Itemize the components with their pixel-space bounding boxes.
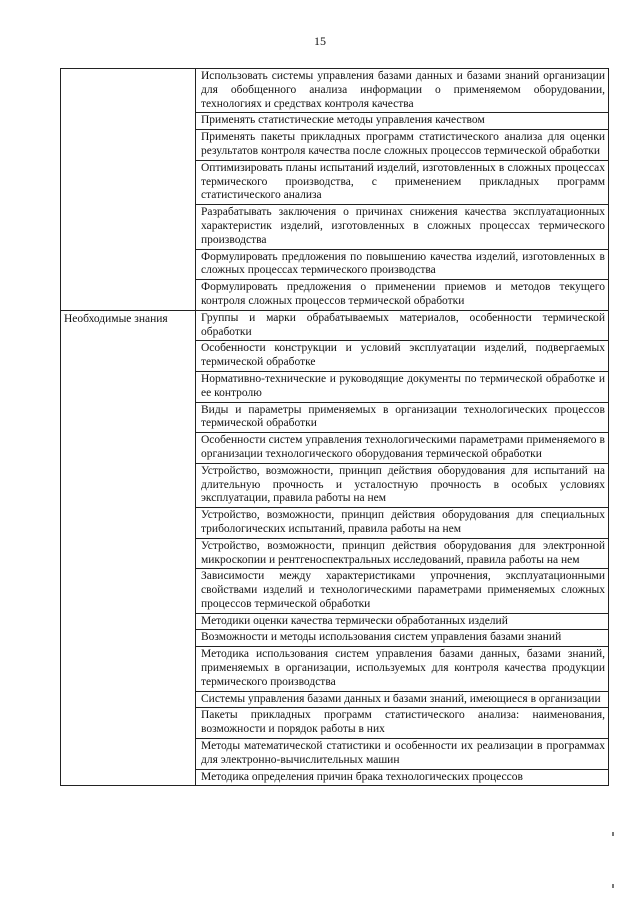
knowledge-items-cell [196, 310, 609, 786]
knowledge-item: Пакеты прикладных программ статистического анализа: наименования, возможности и порядок работы в них [196, 708, 608, 739]
skill-item: Использовать системы управления базами данных и базами знаний организации для обобщенного анализа информации о применяемом оборудовании, технологиях и средствах контроля качества [196, 69, 608, 113]
knowledge-label: Необходимые знания [64, 312, 168, 325]
knowledge-item: Методика использования систем управления базами данных, базами знаний, применяемых в организации, используемых для контроля качества продукции термического производства [196, 647, 608, 691]
skills-label-cell [61, 69, 196, 311]
knowledge-item: Виды и параметры применяемых в организации технологических процессов термической обработки [196, 403, 608, 434]
knowledge-row [61, 310, 609, 786]
knowledge-item: Устройство, возможности, принцип действия оборудования для специальных трибологических испытаний, правила работы на нем [196, 508, 608, 539]
competency-table [60, 68, 609, 786]
knowledge-label-cell [61, 310, 196, 786]
skills-items-cell [196, 69, 609, 311]
skill-item: Формулировать предложения о применении приемов и методов текущего контроля сложных процессов термической обработки [201, 281, 605, 307]
skills-row [61, 69, 609, 311]
skill-item: Формулировать предложения по повышению качества изделий, изготовленных в сложных процессах термического производства [196, 250, 608, 281]
knowledge-item: Группы и марки обрабатываемых материалов, особенности термической обработки [196, 311, 608, 342]
knowledge-item: Особенности конструкции и условий эксплуатации изделий, подвергаемых термической обработке [196, 341, 608, 372]
skill-item: Применять пакеты прикладных программ статистического анализа для оценки результатов контроля качества после сложных процессов термической обработки [196, 130, 608, 161]
knowledge-item: Методы математической статистики и особенности их реализации в программах для электронно-вычислительных машин [196, 739, 608, 770]
scan-artifact [612, 832, 614, 836]
knowledge-item: Устройство, возможности, принцип действия оборудования для испытаний на длительную прочность и усталостную прочность в особых условиях эксплуатации, правила работы на нем [196, 464, 608, 508]
scan-artifact [612, 884, 614, 888]
knowledge-item: Системы управления базами данных и базами знаний, имеющиеся в организации [196, 692, 608, 709]
page-number: 15 [314, 34, 326, 48]
knowledge-item: Зависимости между характеристиками упрочнения, эксплуатационными свойствами изделий и технологическими параметрами применяемых сложных процессов термической обработки [196, 569, 608, 613]
knowledge-item: Особенности систем управления технологическими параметрами применяемого в организации технологического оборудования термической обработки [196, 433, 608, 464]
knowledge-item: Методики оценки качества термически обработанных изделий [196, 614, 608, 631]
knowledge-item: Методика определения причин брака технологических процессов [201, 770, 523, 783]
skill-item: Разрабатывать заключения о причинах снижения качества эксплуатационных характеристик изделий, изготовленных в сложных процессах термического производства [196, 205, 608, 249]
knowledge-item: Устройство, возможности, принцип действия оборудования для электронной микроскопии и рентгеноспектральных исследований, правила работы на нем [196, 539, 608, 570]
knowledge-item: Возможности и методы использования систем управления базами знаний [196, 630, 608, 647]
skill-item: Оптимизировать планы испытаний изделий, изготовленных в сложных процессах термического производства, с применением прикладных программ статистического анализа [196, 161, 608, 205]
knowledge-item: Нормативно-технические и руководящие документы по термической обработке и ее контролю [196, 372, 608, 403]
skills-label [61, 69, 195, 73]
skill-item: Применять статистические методы управления качеством [196, 113, 608, 130]
